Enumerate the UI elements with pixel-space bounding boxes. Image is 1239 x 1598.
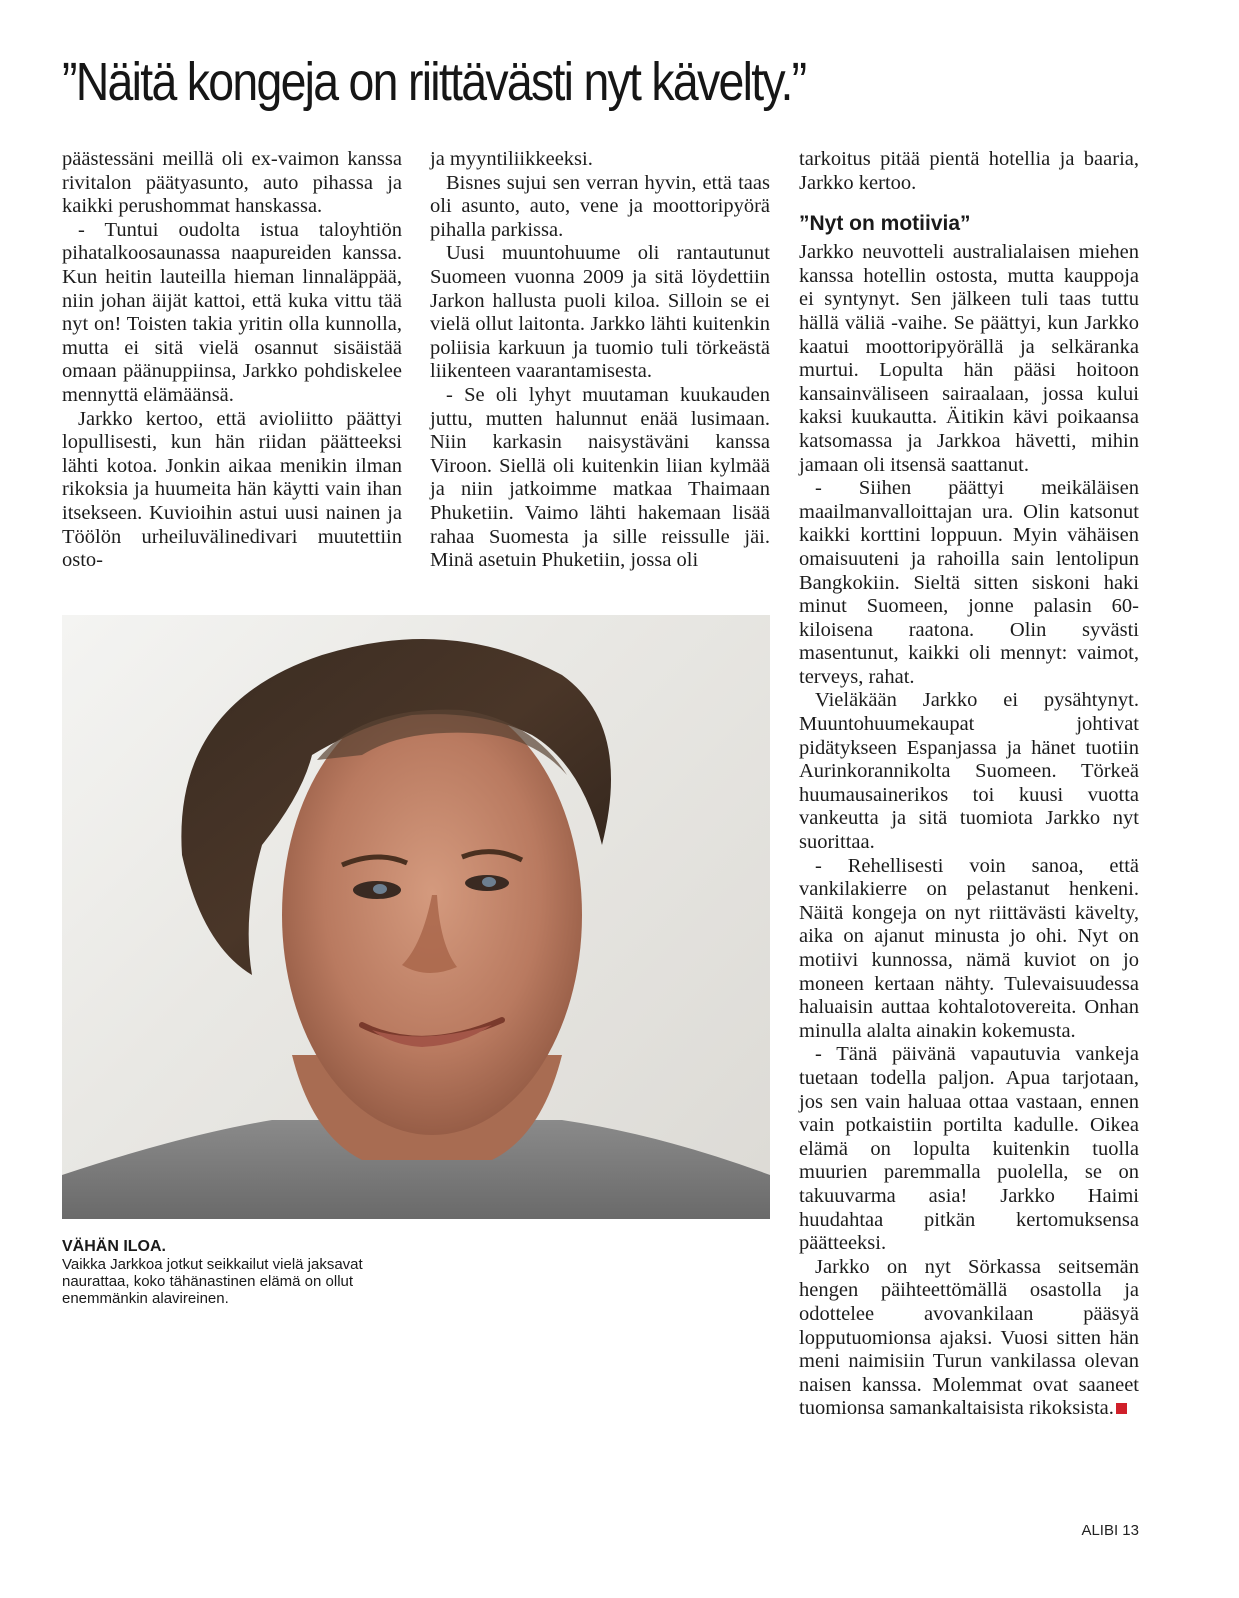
paragraph-final-text: Jarkko on nyt Sörkassa seitsemän hengen päihteettömällä osastolla ja odottelee avovankilaan pääsyä lopputuomionsa ajaksi. Vuosi sitten hän meni naimisiin Turun vankilassa olevan naisen kanssa. Molemmat ovat saaneet tuomionsa samankaltaisista rikoksista. [799, 1255, 1139, 1420]
paragraph: päästessäni meillä oli ex-vaimon kanssa rivitalon päätyasunto, auto pihassa ja kaikki perushommat hanskassa. [62, 148, 402, 218]
paragraph: - Siihen päättyi meikäläisen maailmanvalloittajan ura. Olin katsonut kaikki korttini loppuun. Myin vähäisen omaisuuteni ja rahoilla sain lentolipun Bangkokiin. Sieltä sitten siskoni haki minut Suomeen, jonne palasin 60-kiloisena raatona. Olin syvästi masentunut, kaikki oli mennyt: vaimot, terveys, rahat. [799, 477, 1139, 688]
caption-text: Vaikka Jarkkoa jotkut seikkailut vielä jaksavat naurattaa, koko tähänastinen elämä on ollut enemmänkin alavireinen. [62, 1256, 363, 1307]
portrait-photo [62, 615, 770, 1219]
page-number: ALIBI 13 [1081, 1522, 1139, 1539]
article-column-3 [799, 148, 1139, 1421]
paragraph: - Tuntui oudolta istua taloyhtiön pihatalkoosaunassa naapureiden kanssa. Kun heitin lauteilla hieman linnaläppää, niin johan äijät kattoi, että kuka vittu tää nyt on! Toisten takia yritin olla kunnolla, mutta ei sitä vielä osannut sisäistää omaan päänuppiinsa, Jarkko pohdiskelee mennyttä elämäänsä. [62, 218, 402, 406]
article-column-1 [62, 148, 402, 573]
paragraph: Vieläkään Jarkko ei pysähtynyt. Muuntohuumekaupat johtivat pidätykseen Espanjassa ja hänet tuotiin Aurinkorannikolta Suomeen. Törkeä huumausainerikos toi kuusi vuotta vankeutta ja sitä tuomiota Jarkko nyt suorittaa. [799, 689, 1139, 854]
paragraph: tarkoitus pitää pientä hotellia ja baaria, Jarkko kertoo. [799, 148, 1139, 194]
paragraph: - Tänä päivänä vapautuvia vankeja tuetaan todella paljon. Apua tarjotaan, jos sen vain haluaa ottaa vastaan, ennen vain potkaistiin portilta kadulle. Oikea elämä on lopulta kuitenkin tuolla muurien paremmalla puolella, se on takuuvarma asia! Jarkko Haimi huudahtaa pitkän kertomuksensa päätteeksi. [799, 1043, 1139, 1255]
photo-caption [62, 1237, 422, 1307]
paragraph: - Se oli lyhyt muutaman kuukauden juttu, mutten halunnut enää lusimaan. Niin karkasin naisystäväni kanssa Viroon. Siellä oli kuitenkin liian kylmää ja niin jatkoimme matkaa Thaimaan Phuketiin. Vaimo lähti hakemaan lisää rahaa Suomesta ja sille reissulle jäi. Minä asetuin Phuketiin, jossa oli [430, 383, 770, 572]
paragraph: - Rehellisesti voin sanoa, että vankilakierre on pelastanut henkeni. Näitä kongeja on nyt riittävästi kävelty, aika on ajanut minusta jo ohi. Nyt on motiivi kunnossa, nämä kuviot on jo moneen kertaan nähty. Tulevaisuudessa haluaisin auttaa kohtalotovereita. Onhan minulla alalta ainakin kokemusta. [799, 854, 1139, 1042]
headline: ”Näitä kongeja on riittävästi nyt kävelty.” [62, 52, 806, 112]
end-mark-icon [1116, 1403, 1127, 1414]
caption-title: VÄHÄN ILOA. [62, 1238, 166, 1255]
subheading: ”Nyt on motiivia” [799, 212, 971, 236]
paragraph: ja myyntiliikkeeksi. [430, 148, 593, 170]
paragraph: Uusi muuntohuume oli rantautunut Suomeen vuonna 2009 ja sitä löydettiin Jarkon hallusta puoli kiloa. Silloin se ei vielä ollut laitonta. Jarkko lähti kuitenkin poliisia karkuun ja tuomio tuli törkeästä liikenteen vaarantamisesta. [430, 242, 770, 383]
portrait-illustration [62, 615, 770, 1219]
paragraph: Jarkko neuvotteli australialaisen miehen kanssa hotellin ostosta, mutta kauppoja ei syntynyt. Sen jälkeen tuli taas tuttu hällä väliä -vaihe. Se päättyi, kun Jarkko kaatui moottoripyörällä ja selkäranka murtui. Lopulta hän pääsi hoitoon kansainväliseen sairaalaan, jossa kului kaksi kuukautta. Äitikin kävi poikaansa katsomassa ja Jarkkoa hävetti, mihin jamaan oli itsensä saattanut. [799, 241, 1139, 476]
article-column-2 [430, 148, 770, 573]
paragraph: Bisnes sujui sen verran hyvin, että taas oli asunto, auto, vene ja moottoripyörä pihalla parkissa. [430, 171, 770, 241]
paragraph: Jarkko kertoo, että avioliitto päättyi lopullisesti, kun hän riidan päätteeksi lähti kotoa. Jonkin aikaa menikin ilman rikoksia ja huumeita hän käytti vain ihan itsekseen. Kuvioihin astui uusi nainen ja Töölön urheiluvälinedivari muutettiin osto- [62, 407, 402, 572]
paragraph-final [799, 1256, 1139, 1421]
